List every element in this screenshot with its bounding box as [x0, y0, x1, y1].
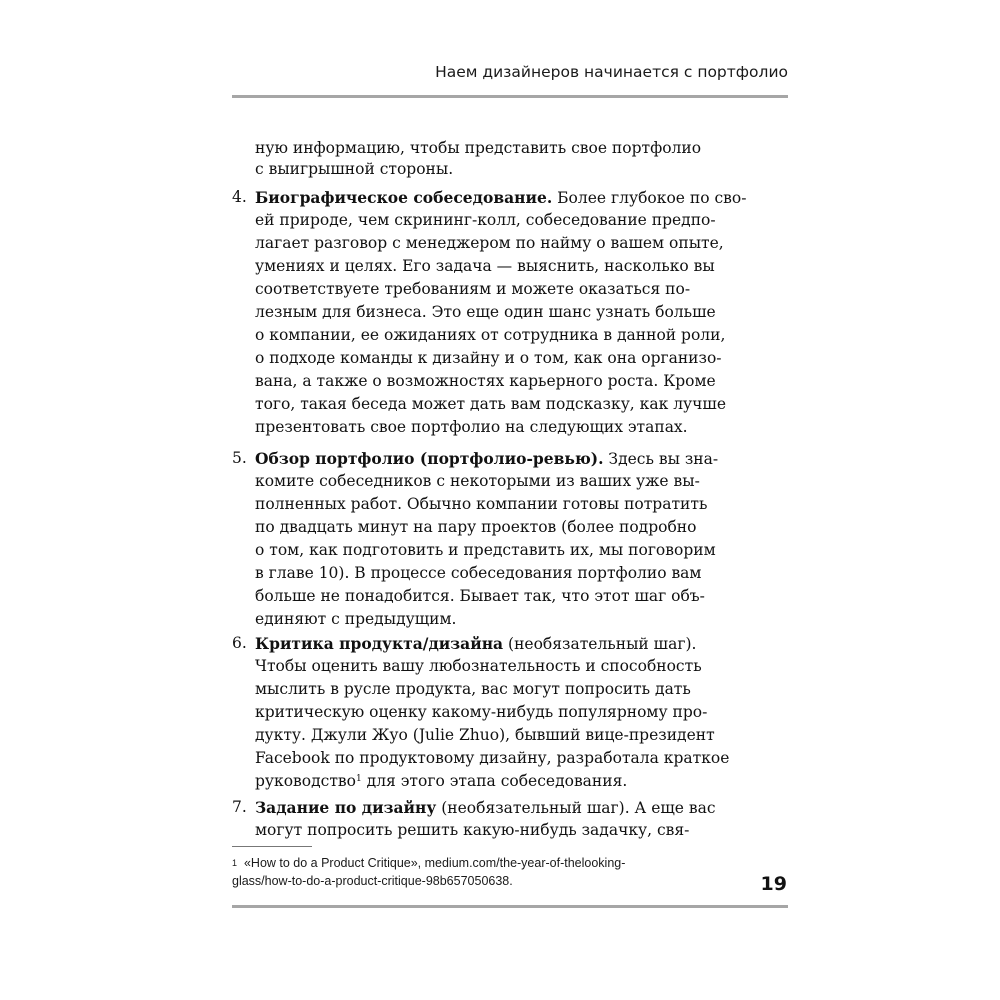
list-item-line: Чтобы оценить вашу любознательность и способность: [255, 657, 702, 675]
list-item-title: Задание по дизайну: [255, 798, 437, 817]
list-item-line: полненных работ. Обычно компании готовы потратить: [255, 495, 708, 513]
list-item-number: 6.: [232, 634, 247, 652]
list-item-line: о компании, ее ожиданиях от сотрудника в данной роли,: [255, 326, 726, 344]
list-item-line-with-footnote: [255, 771, 627, 792]
list-item-line: презентовать свое портфолио на следующих этапах.: [255, 418, 688, 436]
list-item-title: Критика продукта/дизайна: [255, 634, 504, 653]
intro-line: с выигрышной стороны.: [255, 160, 454, 178]
list-item-text: (необязательный шаг).: [503, 635, 697, 653]
list-item-line: дукту. Джули Жуо (Julie Zhuo), бывший вице-президент: [255, 726, 715, 744]
list-item-line: ей природе, чем скрининг-колл, собеседование предпо-: [255, 211, 716, 229]
list-item-line: соответствуете требованиям и можете оказаться по-: [255, 280, 691, 298]
page-number: 19: [760, 873, 787, 895]
list-item-first-line: [255, 797, 716, 818]
list-item-text: Здесь вы зна-: [603, 450, 719, 468]
intro-line: ную информацию, чтобы представить свое портфолио: [255, 139, 702, 157]
running-header: Наем дизайнеров начинается с портфолио: [435, 63, 788, 81]
list-item-line: вана, а также о возможностях карьерного роста. Кроме: [255, 372, 716, 390]
list-item-number: 4.: [232, 188, 247, 206]
list-item-line: лагает разговор с менеджером по найму о вашем опыте,: [255, 234, 724, 252]
list-item-line: о том, как подготовить и представить их, мы поговорим: [255, 541, 716, 559]
footnote-reference[interactable]: 1: [355, 774, 362, 784]
list-item-text: Более глубокое по сво-: [552, 189, 747, 207]
list-item-line: Facebook по продуктовому дизайну, разработала краткое: [255, 749, 730, 767]
list-item-line: критическую оценку какому-нибудь популярному про-: [255, 703, 708, 721]
list-item-line: могут попросить решить какую-нибудь задачку, свя-: [255, 821, 690, 839]
list-item-line: того, такая беседа может дать вам подсказку, как лучше: [255, 395, 727, 413]
list-item-text: руководство: [255, 772, 356, 790]
list-item-first-line: [255, 448, 718, 469]
list-item-line: умениях и целях. Его задача — выяснить, насколько вы: [255, 257, 715, 275]
list-item-line: больше не понадобится. Бывает так, что этот шаг объ-: [255, 587, 705, 605]
footnote: [232, 853, 625, 873]
list-item-first-line: [255, 187, 746, 208]
list-item-line: комите собеседников с некоторыми из ваших уже вы-: [255, 472, 700, 490]
footnote-text: «How to do a Product Critique», medium.com/the-year-of-thelooking-: [243, 856, 626, 870]
footnote-rule: [232, 846, 312, 847]
footnote-mark: 1: [232, 858, 238, 868]
list-item-title: Биографическое собеседование.: [255, 188, 553, 207]
footer-rule: [232, 905, 788, 908]
list-item-line: лезным для бизнеса. Это еще один шанс узнать больше: [255, 303, 716, 321]
list-item-number: 7.: [232, 798, 247, 816]
list-item-first-line: [255, 633, 696, 654]
list-item-text: для этого этапа собеседования.: [361, 772, 628, 790]
footnote-continuation: glass/how-to-do-a-product-critique-98b657050638.: [232, 874, 513, 888]
list-item-number: 5.: [232, 449, 247, 467]
list-item-line: мыслить в русле продукта, вас могут попросить дать: [255, 680, 691, 698]
list-item-line: о подходе команды к дизайну и о том, как она организо-: [255, 349, 722, 367]
list-item-line: по двадцать минут на пару проектов (более подробно: [255, 518, 697, 536]
list-item-line: единяют с предыдущим.: [255, 610, 457, 628]
list-item-text: (необязательный шаг). А еще вас: [436, 799, 716, 817]
header-rule: [232, 95, 788, 98]
list-item-title: Обзор портфолио (портфолио-ревью).: [255, 449, 604, 468]
list-item-line: в главе 10). В процессе собеседования портфолио вам: [255, 564, 702, 582]
